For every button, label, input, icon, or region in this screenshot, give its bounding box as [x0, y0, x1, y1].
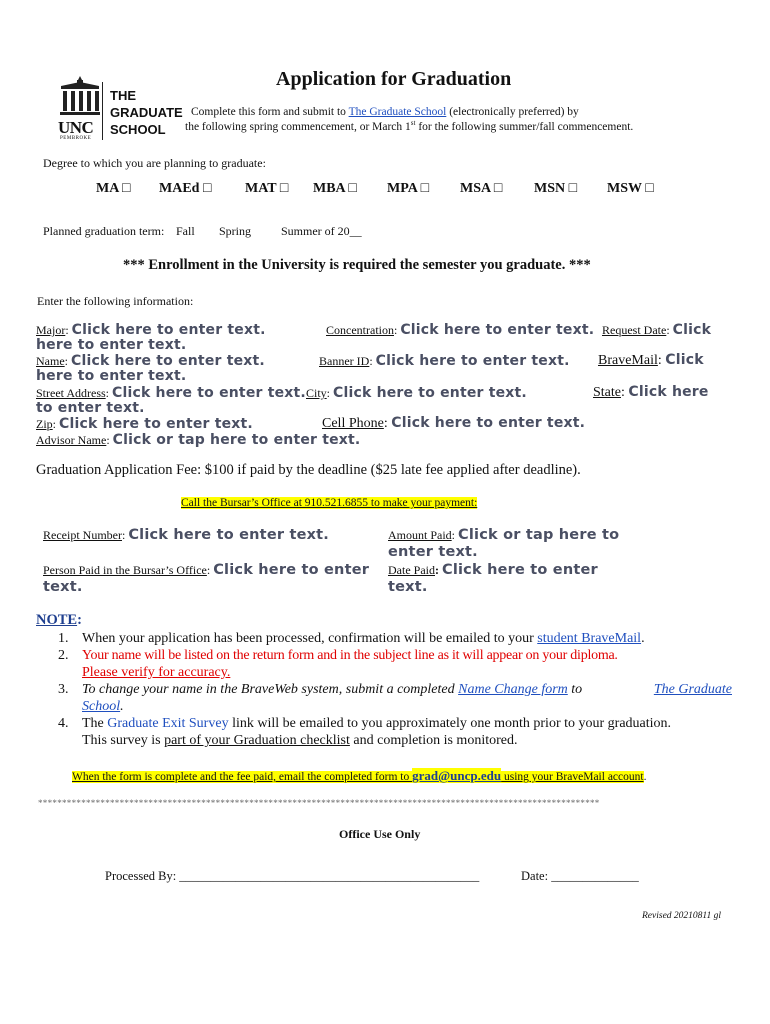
star-divider: *********************************************************************************************************************	[38, 798, 600, 808]
banner-id-input[interactable]: Click here to enter text.	[375, 353, 570, 369]
receipt-field: Receipt Number: Click here to enter text.	[43, 527, 330, 543]
enrollment-notice: *** Enrollment in the University is required the semester you graduate. ***	[123, 257, 591, 273]
name-label: Name	[36, 354, 65, 368]
bursar-notice	[181, 497, 477, 509]
city-field: City: Click here to enter text.	[306, 385, 527, 401]
banner-id-label: Banner ID	[319, 354, 370, 368]
advisor-input[interactable]: Click or tap here to enter text.	[112, 432, 361, 448]
major-input[interactable]: Click here to enter text.	[71, 322, 266, 338]
intro-pre: Complete this form and submit to	[191, 106, 349, 118]
bell-tower-icon	[58, 74, 102, 122]
concentration-input[interactable]: Click here to enter text.	[400, 322, 595, 338]
note-4-l2-post: and completion is monitored.	[349, 733, 518, 748]
note-item-2	[58, 647, 732, 681]
cell-label: Cell Phone	[322, 416, 384, 431]
person-input-wrap[interactable]: text.	[43, 579, 83, 595]
zip-label: Zip	[36, 417, 53, 431]
graduate-school-link[interactable]: The Graduate School	[348, 106, 447, 118]
request-date-field: Request Date: Click	[602, 322, 712, 338]
degree-option-msn[interactable]: MSN □	[534, 181, 578, 196]
note-3-mid: to	[567, 682, 583, 697]
logo-line2: GRADUATE	[110, 105, 183, 120]
note-number-4: 4.	[58, 716, 69, 731]
amount-field: Amount Paid: Click or tap here to	[388, 527, 620, 543]
person-field: Person Paid in the Bursar’s Office: Click here to enter	[43, 562, 370, 578]
advisor-label: Advisor Name	[36, 433, 107, 447]
amount-input-wrap[interactable]: enter text.	[388, 544, 478, 560]
zip-field: Zip: Click here to enter text.	[36, 416, 253, 432]
street-input[interactable]: Click here to enter text.	[112, 385, 306, 401]
note-item-1	[58, 630, 732, 647]
term-label: Planned graduation term:	[43, 224, 165, 238]
graduate-school-link-2b[interactable]: School	[82, 699, 121, 714]
person-input[interactable]: Click here to enter	[213, 562, 370, 578]
note-number-2: 2.	[58, 648, 69, 663]
date-paid-input-wrap[interactable]: text.	[388, 579, 428, 595]
term-spring[interactable]: Spring	[219, 224, 252, 238]
amount-input[interactable]: Click or tap here to	[458, 527, 620, 543]
processed-by-field[interactable]: Processed By: ________________________________________________	[105, 869, 480, 883]
major-field: Major: Click here to enter text.	[36, 322, 266, 338]
logo-line1: THE	[110, 88, 136, 103]
graduate-school-link-2[interactable]: The Graduate	[653, 682, 732, 697]
intro-line2-pre: the following spring commencement, or March 1	[185, 120, 411, 133]
date-paid-label: Date Paid	[388, 563, 435, 577]
major-input-wrap[interactable]: here to enter text.	[36, 337, 187, 353]
note-heading: NOTE:	[36, 612, 82, 628]
degree-option-msw[interactable]: MSW □	[607, 181, 654, 196]
logo-line3: SCHOOL	[110, 122, 166, 137]
page-title: Application for Graduation	[276, 68, 512, 90]
note-3-post: .	[120, 699, 124, 714]
date-paid-field: Date Paid: Click here to enter	[388, 562, 598, 578]
zip-input[interactable]: Click here to enter text.	[59, 416, 253, 432]
street-input-wrap[interactable]: to enter text.	[36, 400, 145, 416]
logo-unc: UNC	[58, 118, 94, 137]
street-field: Street Address: Click here to enter text.	[36, 385, 306, 401]
logo-pembroke: PEMBROKE	[60, 136, 92, 141]
bravemail-field: BraveMail: Click	[598, 352, 704, 368]
bravemail-label: BraveMail	[598, 353, 658, 368]
request-date-label: Request Date	[602, 323, 667, 337]
note-4-pre: The	[82, 716, 108, 731]
request-date-input[interactable]: Click	[672, 322, 712, 338]
fee-text: Graduation Application Fee: $100 if paid by the deadline ($25 late fee applied after deadline).	[36, 462, 581, 478]
receipt-input[interactable]: Click here to enter text.	[128, 527, 330, 543]
grad-email-link[interactable]: grad@uncp.edu	[412, 768, 502, 783]
note-2-line2: Please verify for accuracy.	[82, 665, 231, 680]
unc-logo	[58, 74, 184, 142]
term-summer[interactable]: Summer of 20__	[281, 224, 362, 238]
degree-option-maed[interactable]: MAEd □	[159, 181, 212, 196]
note-4-l2-pre: This survey is	[82, 733, 165, 748]
name-change-form-link[interactable]: Name Change form	[458, 682, 568, 697]
office-date-field[interactable]: Date: ______________	[521, 869, 639, 883]
degree-prompt: Degree to which you are planning to graduate:	[43, 156, 266, 170]
note-2-line1: Your name will be listed on the return form and in the subject line as it will appear on your diploma.	[82, 648, 618, 663]
degree-option-mpa[interactable]: MPA □	[387, 181, 430, 196]
cell-input[interactable]: Click here to enter text.	[391, 415, 586, 431]
term-fall[interactable]: Fall	[176, 224, 195, 238]
date-paid-input[interactable]: Click here to enter	[442, 562, 598, 578]
major-label: Major	[36, 323, 66, 337]
person-label: Person Paid in the Bursar’s Office	[43, 563, 207, 577]
note-4-post: link will be emailed to you approximately one month prior to your graduation.	[228, 716, 672, 731]
email-instruction	[72, 768, 646, 784]
degree-option-mba[interactable]: MBA □	[313, 181, 357, 196]
intro-line2-post: for the following summer/fall commencement.	[415, 120, 634, 133]
cell-field: Cell Phone: Click here to enter text.	[322, 415, 586, 431]
advisor-field: Advisor Name: Click or tap here to enter text.	[36, 432, 361, 448]
note-label: NOTE	[36, 612, 78, 628]
banner-id-field: Banner ID: Click here to enter text.	[319, 353, 570, 369]
intro-line1	[191, 106, 579, 118]
degree-option-ma[interactable]: MA □	[96, 181, 131, 196]
name-input-wrap[interactable]: here to enter text.	[36, 368, 187, 384]
email-instruction-post: using your BraveMail account	[501, 771, 644, 783]
intro-line2	[185, 119, 633, 133]
name-input[interactable]: Click here to enter text.	[71, 353, 265, 369]
concentration-label: Concentration	[326, 323, 394, 337]
office-use-title: Office Use Only	[339, 827, 421, 841]
email-instruction-pre: When the form is complete and the fee paid, email the completed form to	[72, 771, 413, 783]
logo-divider	[102, 82, 103, 140]
bravemail-input[interactable]: Click	[665, 352, 704, 368]
note-number-3: 3.	[58, 682, 69, 697]
intro-sup: st	[410, 119, 416, 127]
degree-option-mat[interactable]: MAT □	[245, 181, 289, 196]
email-instruction-end: .	[643, 771, 647, 783]
state-input[interactable]: Click here	[628, 384, 709, 400]
receipt-label: Receipt Number	[43, 528, 122, 542]
note-item-4	[58, 715, 732, 749]
note-4-l2-u: part of your Graduation checklist	[164, 733, 350, 748]
note-item-3	[58, 681, 732, 715]
city-label: City	[306, 386, 327, 400]
note-1-pre: When your application has been processed, confirmation will be emailed to your	[82, 631, 538, 646]
state-label: State	[593, 385, 621, 400]
bursar-text: Call the Bursar’s Office at 910.521.6855 to make your payment:	[181, 497, 478, 509]
amount-label: Amount Paid	[388, 528, 452, 542]
note-1-post: .	[641, 631, 645, 646]
revised-note: Revised 20210811 gl	[642, 911, 721, 921]
intro-post: (electronically preferred) by	[446, 106, 579, 118]
street-label: Street Address	[36, 386, 106, 400]
state-field: State: Click here	[593, 384, 709, 400]
enter-info-label: Enter the following information:	[37, 294, 194, 308]
city-input[interactable]: Click here to enter text.	[333, 385, 527, 401]
note-number-1: 1.	[58, 631, 69, 646]
student-bravemail-link[interactable]: student BraveMail	[537, 631, 642, 646]
degree-option-msa[interactable]: MSA □	[460, 181, 503, 196]
note-3-pre: To change your name in the BraveWeb system, submit a completed	[82, 682, 459, 697]
concentration-field: Concentration: Click here to enter text.	[326, 322, 595, 338]
exit-survey-text: Graduate Exit Survey	[107, 716, 229, 731]
name-field: Name: Click here to enter text.	[36, 353, 265, 369]
